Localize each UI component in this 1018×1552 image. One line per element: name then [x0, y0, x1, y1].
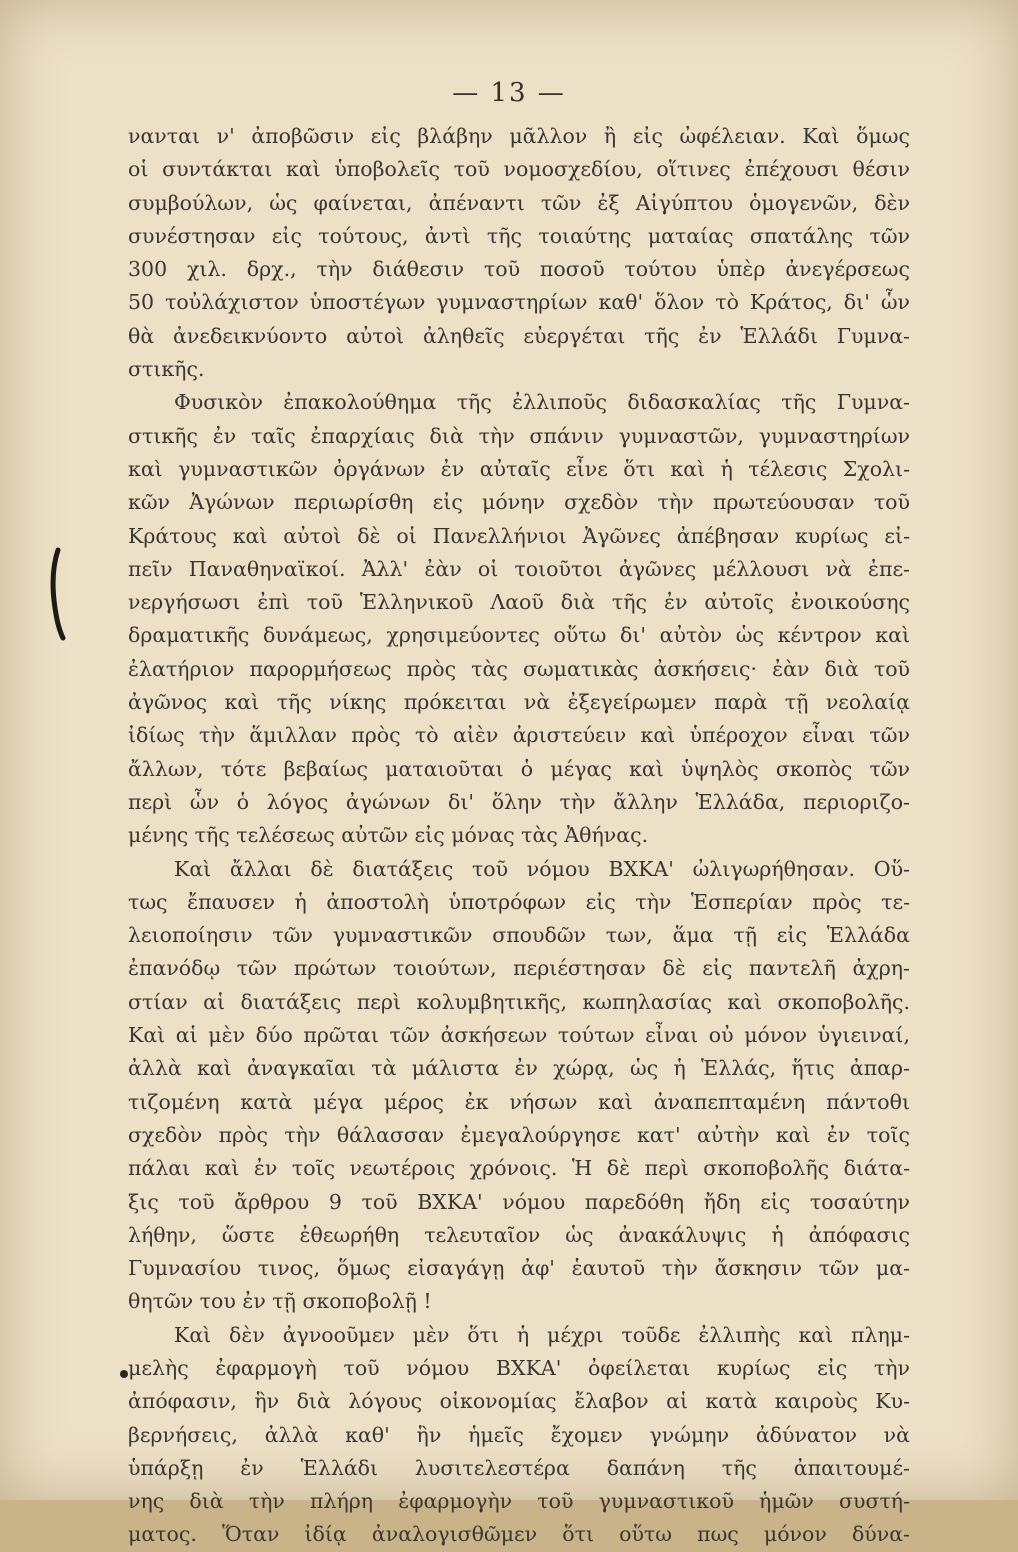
- text-line: τως ἔπαυσεν ἡ ἀποστολὴ ὑποτρόφων εἰς τὴν Ἑσπερίαν πρὸς τε-: [128, 889, 910, 914]
- text-line: πάλαι καὶ ἐν τοῖς νεωτέροις χρόνοις. Ἡ δὲ περὶ σκοποβολῆς διάτα-: [128, 1156, 910, 1181]
- page-number: — 13 —: [452, 78, 566, 108]
- text-line: περὶ ὧν ὁ λόγος ἀγώνων δι' ὅλην τὴν ἄλλην Ἑλλάδα, περιοριζο-: [128, 789, 910, 814]
- text-line: μένης τῆς τελέσεως αὐτῶν εἰς μόνας τὰς Ἀθήνας.: [128, 823, 649, 848]
- text-line: ἀλλὰ καὶ ἀναγκαῖαι τὰ μάλιστα ἐν χώρᾳ, ὡς ἡ Ἑλλάς, ἥτις ἀπαρ-: [128, 1056, 910, 1081]
- text-line: ἐλατήριον παρορμήσεως πρὸς τὰς σωματικὰς ἀσκήσεις· ἐὰν διὰ τοῦ: [128, 656, 910, 681]
- text-line: συμβούλων, ὡς φαίνεται, ἀπέναντι τῶν ἐξ Αἰγύπτου ὁμογενῶν, δὲν: [128, 190, 910, 215]
- text-line: Καὶ ἄλλαι δὲ διατάξεις τοῦ νόμου ΒΧΚΑ' ὠλιγωρήθησαν. Οὕ-: [174, 856, 910, 881]
- text-line: 50 τοὐλάχιστον ὑποστέγων γυμναστηρίων καθ' ὅλον τὸ Κράτος, δι' ὧν: [128, 290, 910, 315]
- text-line: ἐπανόδῳ τῶν πρώτων τοιούτων, περιέστησαν δὲ εἰς παντελῆ ἀχρη-: [128, 956, 910, 981]
- margin-dot: [120, 1370, 128, 1378]
- text-line: νης διὰ τὴν πλήρη ἐφαρμογὴν τοῦ γυμναστικοῦ ἡμῶν συστή-: [128, 1489, 910, 1514]
- text-line: μελὴς ἐφαρμογὴ τοῦ νόμου ΒΧΚΑ' ὀφείλεται κυρίως εἰς τὴν: [128, 1355, 910, 1380]
- text-line: Καὶ δὲν ἀγνοοῦμεν μὲν ὅτι ἡ μέχρι τοῦδε ἐλλιπὴς καὶ πλημ-: [174, 1322, 910, 1347]
- text-line: Καὶ αἱ μὲν δύο πρῶται τῶν ἀσκήσεων τούτων εἶναι οὐ μόνον ὑγιειναί,: [128, 1023, 910, 1048]
- text-line: στικῆς.: [128, 357, 205, 382]
- text-line: θητῶν του ἐν τῇ σκοποβολῇ !: [128, 1289, 432, 1314]
- text-line: νανται ν' ἀποβῶσιν εἰς βλάβην μᾶλλον ἢ εἰς ὠφέλειαν. Καὶ ὅμως: [128, 124, 910, 148]
- text-line: ὑπάρξῃ ἐν Ἑλλάδι λυσιτελεστέρα δαπάνη τῆς ἀπαιτουμέ-: [128, 1455, 910, 1480]
- text-line: λήθην, ὥστε ἐθεωρήθη τελευταῖον ὡς ἀνακάλυψις ἡ ἀπόφασις: [128, 1222, 910, 1247]
- text-body: [128, 120, 910, 1552]
- text-line: λειοποίησιν τῶν γυμναστικῶν σπουδῶν των, ἅμα τῇ εἰς Ἑλλάδα: [128, 923, 910, 948]
- text-line: στικῆς ἐν ταῖς ἐπαρχίαις διὰ τὴν σπάνιν γυμναστῶν, γυμναστηρίων: [128, 423, 910, 448]
- text-line: πεῖν Παναθηναϊκοί. Ἀλλ' ἐὰν οἱ τοιοῦτοι ἀγῶνες μέλλουσι νὰ ἐπε-: [128, 556, 910, 581]
- text-line: Κράτους καὶ αὐτοὶ δὲ οἱ Πανελλήνιοι Ἀγῶνες ἀπέβησαν κυρίως εἰ-: [128, 523, 910, 548]
- text-line: οἱ συντάκται καὶ ὑποβολεῖς τοῦ νομοσχεδίου, οἵτινες ἐπέχουσι θέσιν: [128, 157, 910, 182]
- text-line: δραματικῆς δυνάμεως, χρησιμεύοντες οὕτω δι' αὐτὸν ὡς κέντρον καὶ: [128, 623, 910, 648]
- text-line: τιζομένη κατὰ μέγα μέρος ἐκ νήσων καὶ ἀναπεπταμένη πάντοθι: [128, 1089, 910, 1114]
- text-line: Γυμνασίου τινος, ὅμως εἰσαγάγῃ ἀφ' ἑαυτοῦ τὴν ἄσκησιν τῶν μα-: [128, 1256, 910, 1281]
- text-line: ματος. Ὅταν ἰδίᾳ ἀναλογισθῶμεν ὅτι οὕτω πως μόνον δύνα-: [128, 1522, 910, 1547]
- text-line: συνέστησαν εἰς τούτους, ἀντὶ τῆς τοιαύτης ματαίας σπατάλης τῶν: [128, 223, 910, 248]
- text-line: ἀπόφασιν, ἣν διὰ λόγους οἰκονομίας ἔλαβον αἱ κατὰ καιροὺς Κυ-: [128, 1389, 910, 1414]
- text-line: νεργήσωσι ἐπὶ τοῦ Ἑλληνικοῦ Λαοῦ διὰ τῆς ἐν αὐτοῖς ἐνοικούσης: [128, 590, 910, 615]
- text-line: Φυσικὸν ἐπακολούθημα τῆς ἐλλιποῦς διδασκαλίας τῆς Γυμνα-: [174, 390, 910, 415]
- text-line: θὰ ἀνεδεικνύοντο αὐτοὶ ἀληθεῖς εὐεργέται τῆς ἐν Ἑλλάδι Γυμνα-: [128, 323, 910, 348]
- margin-pen-mark: [48, 548, 68, 640]
- text-line: ἰδίως τὴν ἅμιλλαν πρὸς τὸ αἰὲν ἀριστεύειν καὶ ὑπέροχον εἶναι τῶν: [128, 723, 910, 748]
- text-line: κῶν Ἀγώνων περιωρίσθη εἰς μόνην σχεδὸν τὴν πρωτεύουσαν τοῦ: [128, 490, 910, 515]
- text-line: ἀγῶνος καὶ τῆς νίκης πρόκειται νὰ ἐξεγείρωμεν παρὰ τῇ νεολαίᾳ: [128, 690, 910, 715]
- text-line: στίαν αἱ διατάξεις περὶ κολυμβητικῆς, κωπηλασίας καὶ σκοποβολῆς.: [128, 989, 910, 1014]
- text-line: σχεδὸν πρὸς τὴν θάλασσαν ἐμεγαλούργησε κατ' αὐτὴν καὶ ἐν τοῖς: [128, 1122, 910, 1147]
- text-line: καὶ γυμναστικῶν ὀργάνων ἐν αὐταῖς εἶνε ὅτι καὶ ἡ τέλεσις Σχολι-: [128, 456, 910, 481]
- text-line: ἄλλων, τότε βεβαίως ματαιοῦται ὁ μέγας καὶ ὑψηλὸς σκοπὸς τῶν: [128, 756, 910, 781]
- text-line: 300 χιλ. δρχ., τὴν διάθεσιν τοῦ ποσοῦ τούτου ὑπὲρ ἀνεγέρσεως: [128, 257, 910, 282]
- text-line: ξις τοῦ ἄρθρου 9 τοῦ ΒΧΚΑ' νόμου παρεδόθη ἤδη εἰς τοσαύτην: [128, 1189, 910, 1214]
- text-line: βερνήσεις, ἀλλὰ καθ' ἣν ἡμεῖς ἔχομεν γνώμην ἀδύνατον νὰ: [128, 1422, 910, 1447]
